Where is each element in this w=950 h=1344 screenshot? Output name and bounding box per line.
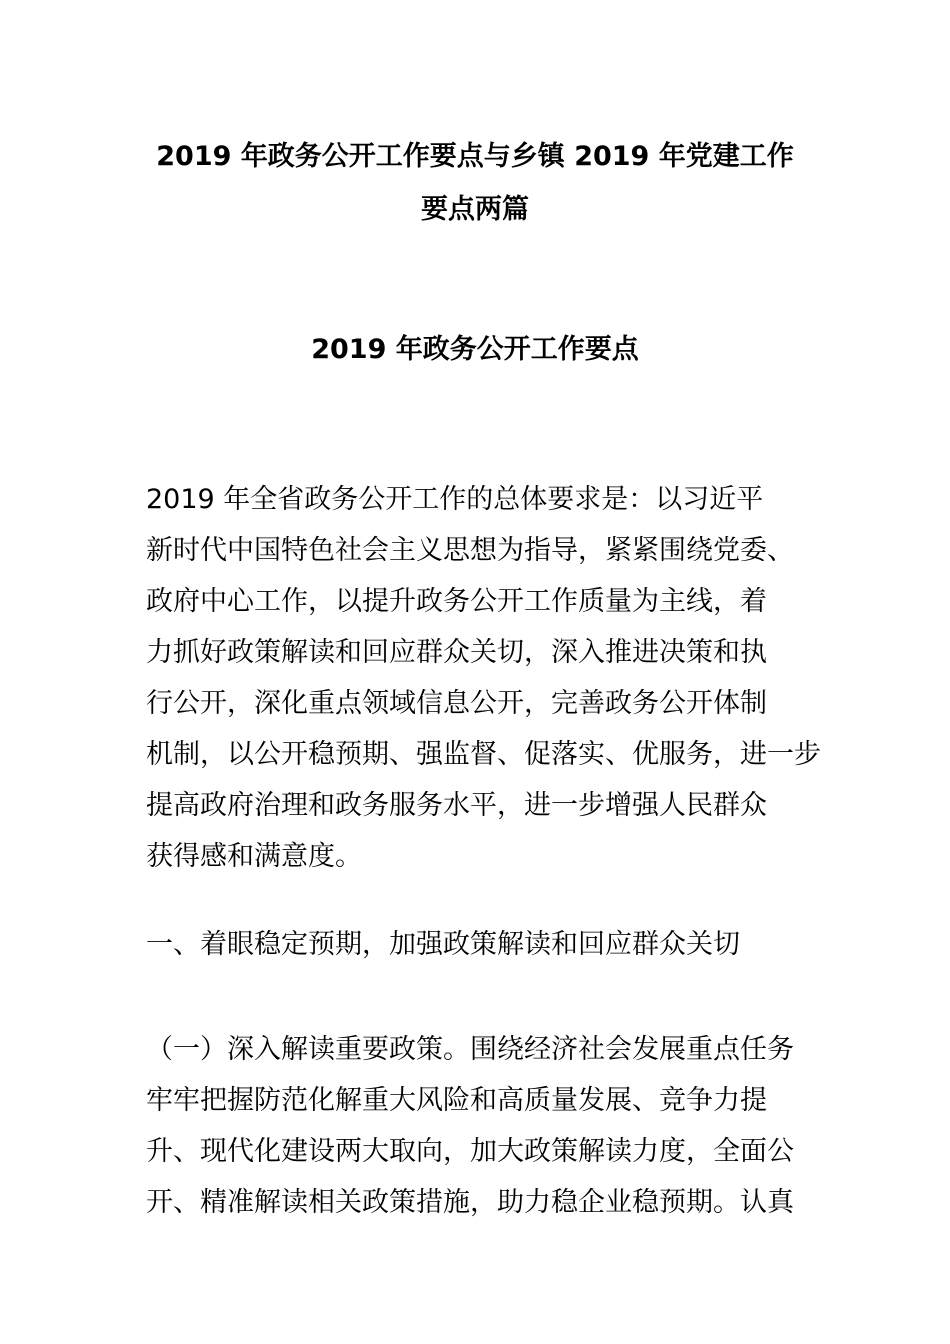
document-title-line: 2019 年政务公开工作要点与乡镇 2019 年党建工作 — [156, 141, 794, 172]
paragraph-line: 升、现代化建设两大取向，加大政策解读力度，全面公 — [146, 1136, 794, 1167]
section-one-paragraph — [146, 1024, 836, 1228]
paragraph-line: 获得感和满意度。 — [146, 841, 362, 872]
paragraph-line: 2019 年全省政务公开工作的总体要求是：以习近平 — [146, 484, 764, 515]
subheading-one — [146, 919, 836, 970]
paragraph-line: 新时代中国特色社会主义思想为指导，紧紧围绕党委、 — [146, 535, 794, 566]
paragraph-line: 机制，以公开稳预期、强监督、促落实、优服务，进一步 — [146, 739, 821, 770]
section-title: 2019 年政务公开工作要点 — [311, 334, 639, 365]
paragraph-line: 开、精准解读相关政策措施，助力稳企业稳预期。认真 — [146, 1187, 794, 1218]
paragraph-line: 行公开，深化重点领域信息公开，完善政务公开体制 — [146, 688, 767, 719]
document-title-line: 要点两篇 — [421, 194, 529, 225]
document-title — [100, 130, 850, 236]
paragraph-line: 政府中心工作，以提升政务公开工作质量为主线，着 — [146, 586, 767, 617]
paragraph-line: 力抓好政策解读和回应群众关切，深入推进决策和执 — [146, 637, 767, 668]
subheading-line: 一、着眼稳定预期，加强政策解读和回应群众关切 — [146, 929, 740, 960]
paragraph-line: 牢牢把握防范化解重大风险和高质量发展、竞争力提 — [146, 1085, 767, 1116]
paragraph-line: 提高政府治理和政务服务水平，进一步增强人民群众 — [146, 790, 767, 821]
intro-paragraph — [146, 474, 836, 882]
paragraph-line: （一）深入解读重要政策。围绕经济社会发展重点任务 — [146, 1034, 794, 1065]
